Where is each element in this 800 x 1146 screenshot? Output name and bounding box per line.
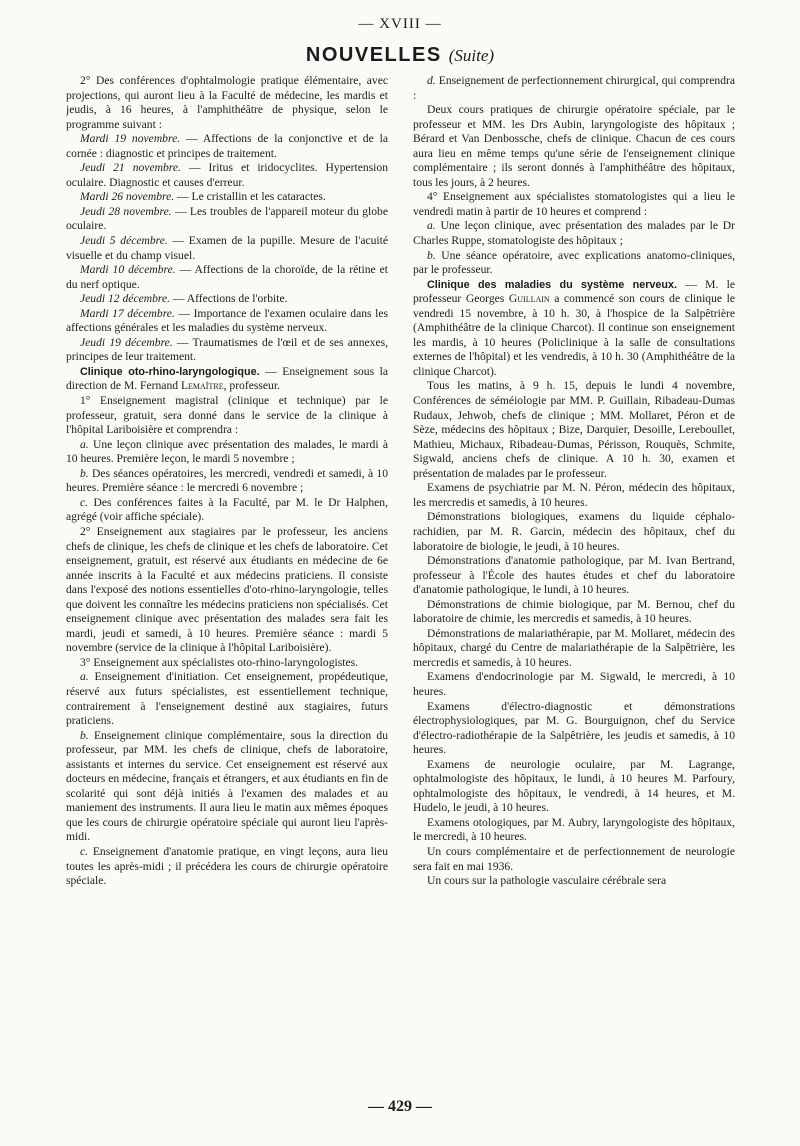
- item-label: Jeudi 19 décembre.: [80, 335, 173, 349]
- paragraph: [66, 74, 388, 132]
- paragraph-text: Enseignement d'initiation. Cet enseignement, propédeutique, réservé aux futurs spécialistes, est essentiellement technique, contrairement à l'enseignement destiné aux stagiaires, futurs praticiens.: [66, 670, 388, 728]
- item-label: a.: [427, 219, 436, 233]
- paragraph-text: Tous les matins, à 9 h. 15, depuis le lundi 4 novembre, Conférences de séméiologie par MM. P. Guillain, Ribadeau-Dumas Rudaux, Jehwob, chefs de clinique ; MM. Mollaret, Péron et de Sèze, médecins des hôpitaux ; Bize, Darquier, Desoille, Lereboullet, Mathieu, Michaux, Ribadeau-Dumas, Périsson, Rouquès, Schmite, Sigwald, anciens chefs de clinique. A 10 h. 30, examen et présentation de malades par le professeur.: [413, 379, 735, 480]
- paragraph: [413, 190, 735, 219]
- paragraph: [413, 481, 735, 510]
- paragraph-text: Enseignement d'anatomie pratique, en vingt leçons, aura lieu toutes les après-midi ; il précédera les cours de chirurgie opératoire spéciale.: [66, 844, 388, 888]
- paragraph: [413, 874, 735, 889]
- section-heading: Clinique oto-rhino-laryngologique.: [80, 365, 260, 378]
- paragraph: [66, 438, 388, 467]
- paragraph-text: — Les troubles de l'appareil moteur du globe oculaire.: [66, 204, 388, 233]
- paragraph: [413, 845, 735, 874]
- item-label: Mardi 17 décembre.: [80, 306, 175, 320]
- paragraph-text: — Iritus et iridocyclites. Hypertension oculaire. Diagnostic et causes d'erreur.: [66, 161, 388, 189]
- item-label: b.: [80, 728, 89, 742]
- item-label: Jeudi 21 novembre.: [80, 161, 181, 175]
- paragraph-text: — Affections de la conjonctive et de la cornée : diagnostic et principes de traitement.: [66, 132, 388, 160]
- item-label: Mardi 19 novembre.: [80, 132, 181, 146]
- paragraph-text: Démonstrations biologiques, examens du liquide céphalo-rachidien, par M. R. Garcin, médecin des hôpitaux, chef du laboratoire de biologie, le jeudi, à 10 heures.: [413, 510, 735, 553]
- paragraph-text: — Examen de la pupille. Mesure de l'acuité visuelle et du champ visuel.: [66, 234, 388, 262]
- paragraph: [66, 365, 388, 394]
- item-label: c.: [80, 495, 89, 509]
- item-label: a.: [80, 670, 89, 684]
- paragraph: [66, 190, 388, 205]
- paragraph-text: Une leçon clinique avec présentation des malades, le mardi à 10 heures. Première leçon, le mardi 5 novembre ;: [66, 437, 388, 466]
- paragraph-text: Une leçon clinique, avec présentation des malades par le Dr Charles Ruppe, stomatologiste des hôpitaux ;: [413, 219, 735, 248]
- item-label: Jeudi 28 novembre.: [80, 204, 172, 218]
- item-label: a.: [80, 437, 89, 451]
- paragraph: [413, 554, 735, 598]
- item-label: Jeudi 5 décembre.: [80, 234, 168, 248]
- paragraph-text: Examens d'électro-diagnostic et démonstrations électrophysiologiques, par M. G. Bourguignon, chef du Service d'électro-radiothérapie de la Salpêtrière, les jeudis et samedis, à 10 heures.: [413, 699, 735, 757]
- paragraph: [66, 336, 388, 365]
- paragraph-text: Deux cours pratiques de chirurgie opératoire spéciale, par le professeur et MM. les Drs Aubin, laryngologiste des hôpitaux ; Bérard et Van Denbossche, chefs de clinique. Chacun de ces cours aura lieu en même temps qu'une série de l'enseignement clinique complémentaire ; ils seront donnés à l'amphithéâtre des hôpitaux, tous les jours, à 2 heures.: [413, 103, 735, 189]
- item-label: d.: [427, 74, 436, 87]
- paragraph: [66, 132, 388, 161]
- paragraph: [66, 845, 388, 889]
- paragraph-text: 2° Des conférences d'ophtalmologie pratique élémentaire, avec projections, qui auront lieu à la Faculté de médecine, les mardis et jeudis, à 16 heures, à l'amphithéâtre de physique, selon le programme suivant :: [66, 74, 388, 131]
- paragraph-text: Une séance opératoire, avec explications anatomo-cliniques, par le professeur.: [413, 248, 735, 277]
- paragraph-text: a commencé son cours de clinique le vendredi 15 novembre, à 10 h. 30, à l'hospice de la Salpêtrière (Amphithéâtre de la clinique Charcot). Il continue son enseignement les mardis, à 10 heures (Policlinique à la salle de consultations externes de l'hôpital) et les vendredis, à 10 h. 30 (Amphithéâtre de la clinique Charcot).: [413, 292, 735, 378]
- paragraph: [413, 74, 735, 103]
- paragraph: [413, 816, 735, 845]
- paragraph-text: Examens d'endocrinologie par M. Sigwald, le mercredi, à 10 heures.: [413, 670, 735, 698]
- person-name: Guillain: [508, 292, 550, 306]
- paragraph-text: 2° Enseignement aux stagiaires par le professeur, les anciens chefs de clinique, les chefs de clinique et les chefs de laboratoire. Cet enseignement, gratuit, est réservé aux étudiants en médecine de 6e année inscrits à la Faculté et aux médecins praticiens. Il consiste dans l'exposé des notions essentielles d'oto-rhino-laryngologie, telles que doivent les connaître les médecins praticiens non spécialisés. Cet enseignement clinique avec présentation des malades sera fait les mardi, jeudi et samedi, à 10 heures. Première séance : mardi 5 novembre (service de la clinique à l'hôpital Lariboisière).: [66, 524, 388, 655]
- paragraph: [66, 161, 388, 190]
- title-suffix: (Suite): [448, 46, 495, 65]
- paragraph-text: — Enseignement sous la direction de M. Fernand: [66, 364, 388, 393]
- paragraph-text: Enseignement clinique complémentaire, sous la direction du professeur, par MM. les chefs de clinique, chefs de laboratoire, assistants et internes du service. Cet enseignement est réservé aux docteurs en médecine, français et étrangers, et aux étudiants en fin de scolarité qui sont déjà initiés à l'examen des malades et au maniement des instruments. Il aura lieu le matin aux mêmes époques que les cours de chirurgie opératoire spéciale qui auront lieu l'après-midi.: [66, 728, 388, 844]
- item-label: Mardi 26 novembre.: [80, 190, 175, 204]
- paragraph: [413, 700, 735, 758]
- paragraph: [413, 510, 735, 554]
- paragraph-text: , professeur.: [223, 379, 280, 393]
- paragraph-text: Enseignement de perfectionnement chirurgical, qui comprendra :: [413, 74, 735, 102]
- paragraph-text: Des séances opératoires, les mercredi, vendredi et samedi, à 10 heures. Première séance : le mercredi 6 novembre ;: [66, 466, 388, 495]
- paragraph: [413, 627, 735, 671]
- paragraph-text: Des conférences faites à la Faculté, par M. le Dr Halphen, agrégé (voir affiche spéciale).: [66, 495, 388, 524]
- paragraph-text: — Traumatismes de l'œil et de ses annexes, principes de leur traitement.: [66, 335, 388, 364]
- paragraph: [66, 670, 388, 728]
- roman-page-numeral: — XVIII —: [358, 16, 442, 32]
- paragraph: [66, 394, 388, 438]
- paragraph: [413, 249, 735, 278]
- paragraph: [66, 292, 388, 307]
- item-label: b.: [80, 466, 89, 480]
- left-text-column: [66, 74, 388, 1094]
- paragraph-text: Démonstrations de chimie biologique, par M. Bernou, chef du laboratoire de chimie, les mercredis et samedis, à 10 heures.: [413, 597, 735, 626]
- paragraph: [66, 525, 388, 656]
- paragraph-text: 1° Enseignement magistral (clinique et technique) par le professeur, gratuit, sera donné dans le service de la clinique à l'hôpital Lariboisière et comprendra :: [66, 394, 388, 437]
- paragraph: [66, 307, 388, 336]
- paragraph: [413, 219, 735, 248]
- paragraph-text: Démonstrations de malariathérapie, par M. Mollaret, médecin des hôpitaux, chargé du Centre de malariathérapie de la Salpêtrière, les mercredis et samedis, à 10 heures.: [413, 626, 735, 669]
- paragraph: [66, 729, 388, 845]
- paragraph: [413, 670, 735, 699]
- paragraph-text: 4° Enseignement aux spécialistes stomatologistes qui a lieu le vendredi matin à partir de 10 heures et comprend :: [413, 190, 735, 218]
- paragraph-text: Démonstrations d'anatomie pathologique, par M. Ivan Bertrand, professeur à l'École des hautes études et chef du laboratoire d'anatomie pathologique, le lundi, à 10 heures.: [413, 554, 735, 597]
- paragraph: [413, 379, 735, 481]
- item-label: Mardi 10 décembre.: [80, 263, 176, 277]
- paragraph: [413, 598, 735, 627]
- paragraph: [66, 656, 388, 671]
- paragraph: [413, 758, 735, 816]
- paragraph: [66, 467, 388, 496]
- paragraph: [66, 263, 388, 292]
- title-text: NOUVELLES: [305, 44, 442, 66]
- paragraph-text: — Affections de la choroïde, de la rétine et du nerf optique.: [66, 263, 388, 291]
- paragraph-text: Un cours complémentaire et de perfectionnement de neurologie sera fait en mai 1936.: [413, 844, 735, 873]
- paragraph-text: — Le cristallin et les cataractes.: [174, 190, 326, 204]
- paragraph-text: Un cours sur la pathologie vasculaire cérébrale sera: [427, 874, 667, 888]
- person-name: Lemaître: [180, 379, 224, 393]
- item-label: Jeudi 12 décembre.: [80, 292, 171, 306]
- page-title: [0, 44, 800, 67]
- paragraph-text: — Affections de l'orbite.: [170, 292, 288, 306]
- item-label: c.: [80, 844, 89, 858]
- page-number: — 429 —: [368, 1098, 432, 1115]
- paragraph: [66, 234, 388, 263]
- paragraph: [413, 103, 735, 190]
- paragraph-text: Examens de psychiatrie par M. N. Péron, médecin des hôpitaux, les mercredis et samedis, à 10 heures.: [413, 481, 735, 509]
- item-label: b.: [427, 248, 436, 262]
- paragraph-text: Examens otologiques, par M. Aubry, laryngologiste des hôpitaux, le mercredi, à 10 heures.: [413, 815, 735, 844]
- right-text-column: [413, 74, 735, 1094]
- paragraph-text: 3° Enseignement aux spécialistes oto-rhino-laryngologistes.: [80, 655, 358, 669]
- paragraph: [66, 496, 388, 525]
- paragraph: [413, 278, 735, 380]
- paragraph-text: Examens de neurologie oculaire, par M. Lagrange, ophtalmologiste des hôpitaux, le lundi, à 10 heures M. Parfoury, ophtalmologiste des hôpitaux, le vendredi, à 14 heures, et M. Hudelo, le jeudi, à 10 heures.: [413, 757, 735, 815]
- paragraph-text: — M. le professeur Georges: [413, 277, 735, 306]
- paragraph: [66, 205, 388, 234]
- section-heading: Clinique des maladies du système nerveux.: [427, 278, 678, 291]
- paragraph-text: — Importance de l'examen oculaire dans les affections générales et les maladies du système nerveux.: [66, 306, 388, 335]
